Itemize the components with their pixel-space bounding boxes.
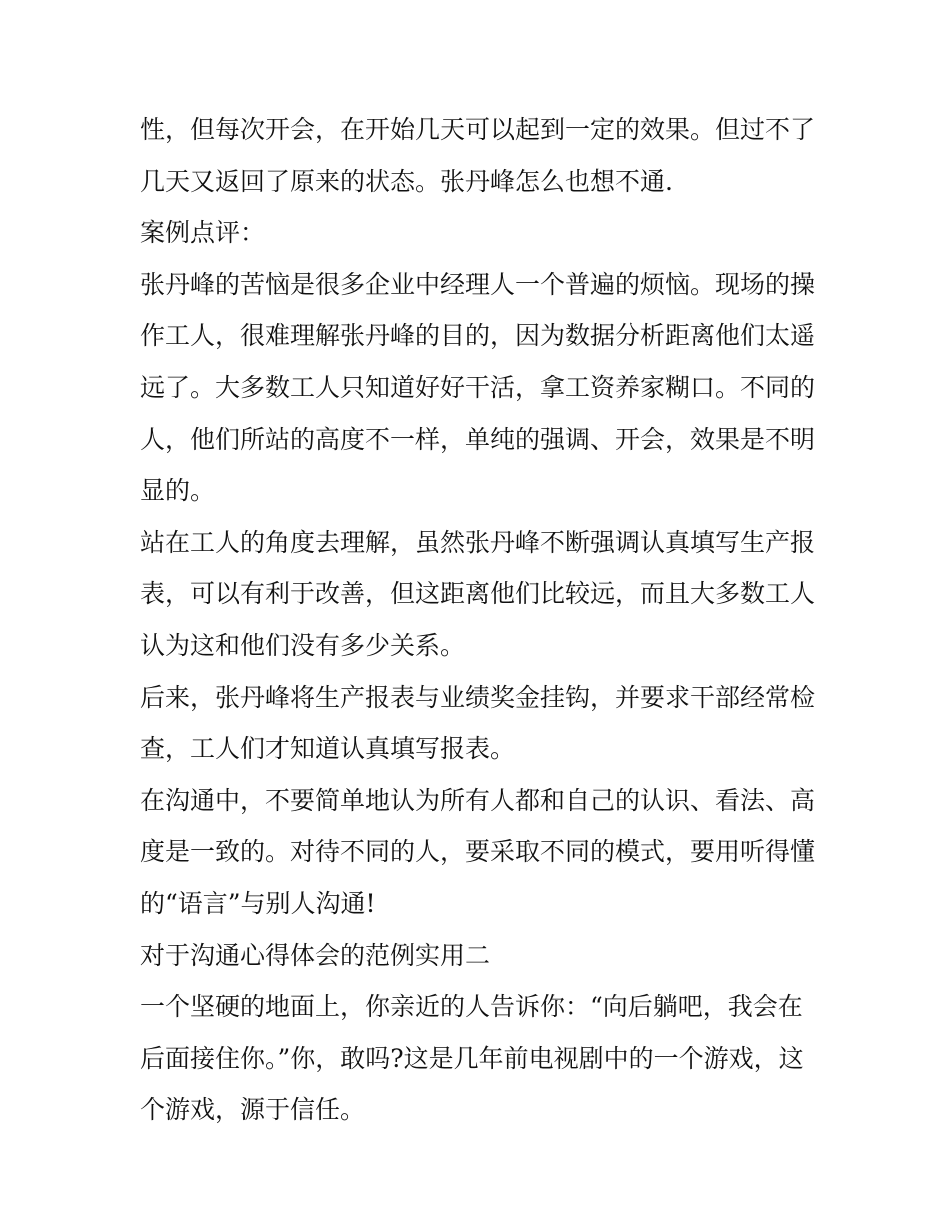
document-body — [140, 104, 820, 1136]
text-line: 后面接住你。”你，敢吗?这是几年前电视剧中的一个游戏，这 — [140, 1043, 804, 1073]
text-line: 几天又返回了原来的状态。张丹峰怎么也想不通. — [140, 166, 673, 196]
text-line: 人，他们所站的高度不一样，单纯的强调、开会，效果是不明 — [140, 424, 816, 454]
text-line: 显的。 — [140, 476, 216, 506]
section-heading: 案例点评： — [140, 218, 266, 248]
text-line: 表，可以有利于改善，但这距离他们比较远，而且大多数工人 — [140, 579, 816, 609]
text-line: 度是一致的。对待不同的人，要采取不同的模式，要用听得懂 — [140, 837, 816, 867]
text-line: 的“语言”与别人沟通! — [140, 888, 376, 918]
text-line: 后来，张丹峰将生产报表与业绩奖金挂钩，并要求干部经常检 — [140, 682, 816, 712]
section-heading: 对于沟通心得体会的范例实用二 — [140, 940, 491, 970]
text-line: 作工人，很难理解张丹峰的目的，因为数据分析距离他们太遥 — [140, 321, 816, 351]
text-line: 站在工人的角度去理解，虽然张丹峰不断强调认真填写生产报 — [140, 527, 816, 557]
text-line: 个游戏，源于信任。 — [140, 1095, 366, 1125]
text-line: 张丹峰的苦恼是很多企业中经理人一个普遍的烦恼。现场的操 — [140, 269, 816, 299]
text-line: 查，工人们才知道认真填写报表。 — [140, 734, 516, 764]
text-line: 远了。大多数工人只知道好好干活，拿工资养家糊口。不同的 — [140, 372, 816, 402]
text-line: 一个坚硬的地面上，你亲近的人告诉你：“向后躺吧，我会在 — [140, 992, 803, 1022]
text-line: 性，但每次开会，在开始几天可以起到一定的效果。但过不了 — [140, 115, 816, 144]
text-line: 在沟通中，不要简单地认为所有人都和自己的认识、看法、高 — [140, 785, 816, 815]
text-line: 认为这和他们没有多少关系。 — [140, 630, 466, 660]
